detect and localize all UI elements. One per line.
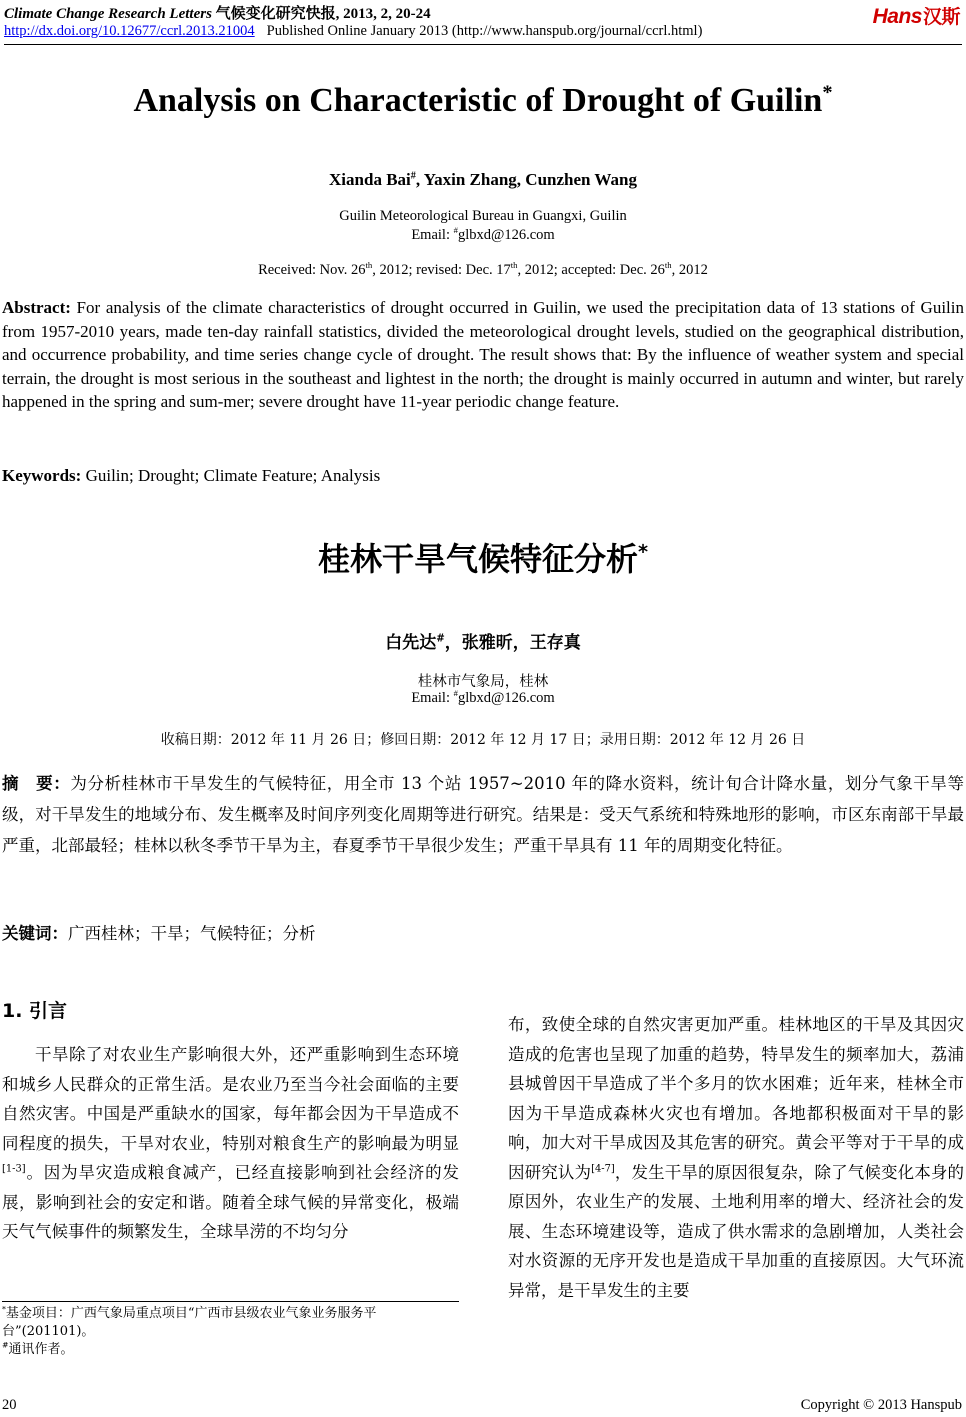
english-authors: Xianda Bai#, Yaxin Zhang, Cunzhen Wang (329, 170, 637, 189)
abstract-text: For analysis of the climate characteristics of drought occurred in Guilin, we used the precipitation data of 13 stations of Guilin from 1957-2010 years, made ten-day rainfall statistics, divided the meteorological drought levels, studied on the geographical distribution, and occurrence probability, and time series change cycle of drought. The result shows that: By the influence of weather system and special terrain, the drought is most serious in the southeast and lightest in the north; the drought is mainly occurred in autumn and winter, but rarely happened in the spring and sum-mer; severe drought have 11-year periodic change feature. (2, 298, 964, 411)
footnote-corresponding: #通讯作者。 (2, 1340, 74, 1357)
chinese-abstract (2, 768, 964, 861)
cn-abstract-text: 为分析桂林市干旱发生的气候特征，用全市 13 个站 1957~2010 年的降水资料，统计旬合计降水量，划分气象干旱等级，对干旱发生的地域分布、发生概率及时间序列变化周期等进行研究。结果是：受天气系统和特殊地形的影响，市区东南部干旱最严重，北部最轻；桂林以秋冬季节干旱为主，春夏季节干旱很少发生；严重干旱具有 11 年的周期变化特征。 (2, 774, 964, 855)
hanspub-logo (873, 2, 960, 29)
body-column-left: 干旱除了对农业生产影响很大外，还严重影响到生态环境和城乡人民群众的正常生活。是农业乃至当今社会面临的主要自然灾害。中国是严重缺水的国家，每年都会因为干旱造成不同程度的损失，干旱对农业，特别对粮食生产的影响最为明显[1-3]。因为旱灾造成粮食减产，已经直接影响到社会经济的发展，影响到社会的安定和谐。随着全球气候的异常变化，极端天气气候事件的频繁发生，全球旱涝的不均匀分 (2, 1045, 459, 1241)
chinese-title: 桂林干旱气候特征分析* (317, 540, 649, 578)
cn-title-footnote-mark: * (637, 540, 649, 564)
citation-4-7: [4-7] (591, 1163, 615, 1174)
chinese-authors: 白先达#，张雅昕，王存真 (385, 633, 581, 653)
logo-latin: Hans (872, 5, 922, 28)
header-divider (4, 44, 962, 45)
doi-line (4, 23, 702, 40)
english-email: Email: #glbxd@126.com (411, 225, 555, 243)
journal-name: Climate Change Research Letters (4, 6, 212, 22)
citation-1-3: [1-3] (2, 1163, 26, 1175)
chinese-affiliation: 桂林市气象局，桂林 (417, 674, 549, 690)
keywords-text: Guilin; Drought; Climate Feature; Analysis (81, 466, 381, 485)
cn-abstract-label: 摘 要： (2, 774, 71, 793)
english-abstract (2, 296, 964, 414)
doi-link[interactable]: http://dx.doi.org/10.12677/ccrl.2013.21004 (4, 23, 255, 39)
body-column-right: 布，致使全球的自然灾害更加严重。桂林地区的干旱及其因灾造成的危害也呈现了加重的趋势，特旱发生的频率加大，荔浦县城曾因干旱造成了半个多月的饮水困难；近年来，桂林全市因为干旱造成森林火灾也有增加。各地都积极面对干旱的影响，加大对干旱成因及其危害的研究。黄会平等对于干旱的成因研究认为[4-7]，发生干旱的原因很复杂，除了气候变化本身的原因外，农业生产的发展、土地利用率的增大、经济社会的发展、生态环境建设等，造成了供水需求的急剧增加，人类社会对水资源的无序开发也是造成干旱加重的直接原因。大气环流异常，是干旱发生的主要 (508, 1015, 965, 1300)
cn-keywords-label: 关键词： (2, 924, 68, 943)
keywords-label: Keywords: (2, 466, 82, 485)
copyright: Copyright © 2013 Hanspub (800, 1397, 962, 1413)
cn-keywords-text: 广西桂林；干旱；气候特征；分析 (68, 924, 316, 943)
footnote-fund: *基金项目：广西气象局重点项目“广西市县级农业气象业务服务平台”(201101)。 (2, 1304, 377, 1339)
journal-volume: 气候变化研究快报, 2013, 2, 20-24 (211, 6, 431, 22)
abstract-label: Abstract: (2, 298, 71, 317)
page-header (4, 2, 962, 46)
english-keywords (2, 466, 964, 486)
journal-citation (4, 2, 431, 23)
corresponding-mark: # (410, 170, 416, 182)
english-title: Analysis on Characteristic of Drought of Guilin* (133, 81, 833, 119)
published-online: Published Online January 2013 (http://www.hanspub.org/journal/ccrl.html) (266, 23, 703, 39)
footnote-divider (2, 1301, 459, 1302)
title-footnote-mark: * (822, 81, 833, 104)
section-heading-introduction: 1. 引言 (2, 1000, 68, 1022)
english-dates: Received: Nov. 26th, 2012; revised: Dec. 17th, 2012; accepted: Dec. 26th, 2012 (258, 260, 708, 278)
chinese-keywords (2, 920, 964, 944)
logo-chinese: 汉斯 (922, 7, 960, 28)
chinese-dates: 收稿日期：2012 年 11 月 26 日；修回日期：2012 年 12 月 17 日；录用日期：2012 年 12 月 26 日 (160, 732, 806, 748)
english-affiliation: Guilin Meteorological Bureau in Guangxi, Guilin (339, 208, 627, 224)
footnotes (2, 1305, 459, 1359)
chinese-email: Email: #glbxd@126.com (411, 688, 555, 706)
page-number: 20 (2, 1397, 17, 1413)
